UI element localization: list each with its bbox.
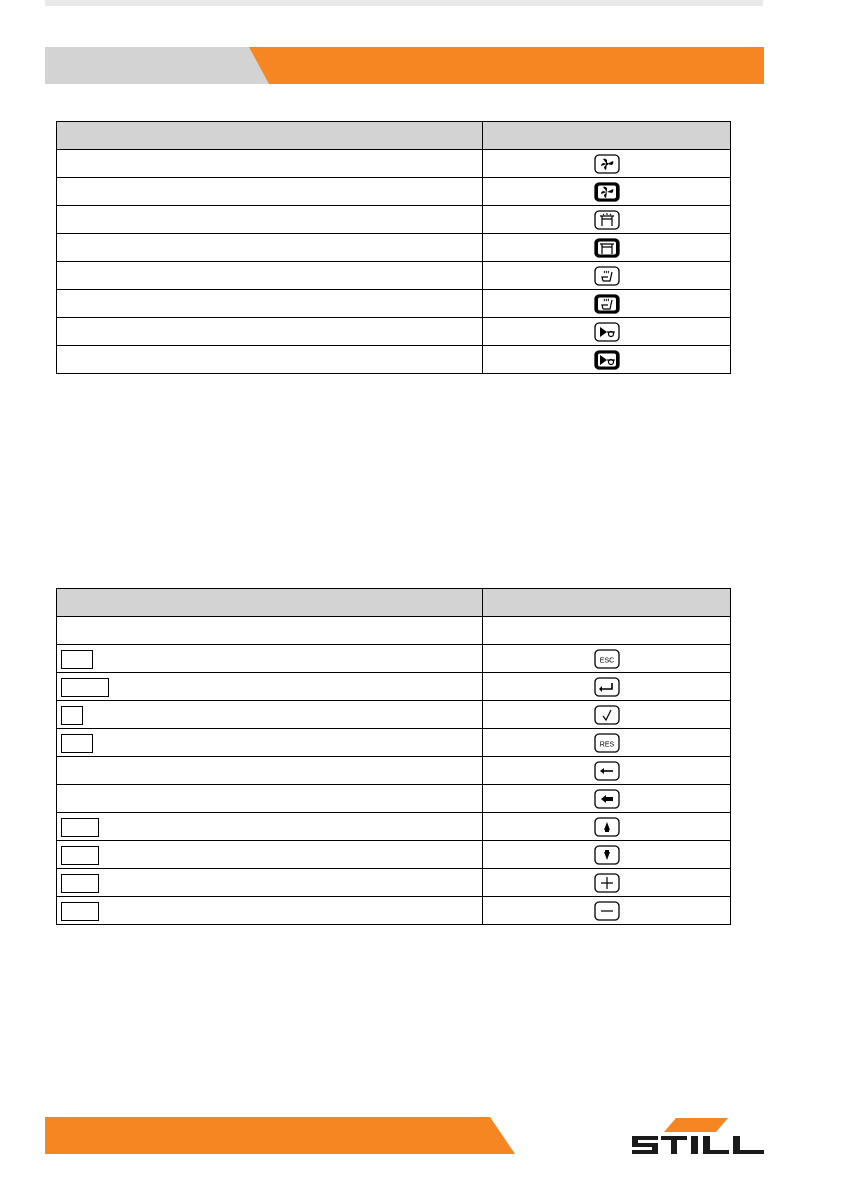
table-row — [57, 757, 731, 785]
key-box — [61, 846, 99, 865]
horn-key-icon — [594, 322, 620, 342]
minus-key-icon — [594, 901, 620, 921]
res-key-icon — [594, 733, 620, 753]
key-box — [61, 874, 99, 893]
seat-heating-icon — [594, 266, 620, 286]
table-row — [57, 813, 731, 841]
table-header-row — [57, 589, 731, 617]
key-box — [61, 902, 99, 921]
table-row — [57, 841, 731, 869]
table-row — [57, 234, 731, 262]
key-box — [61, 650, 93, 669]
header-band-orange — [249, 47, 764, 84]
table-header-row — [57, 122, 731, 150]
symbol-table-1 — [56, 121, 731, 374]
backspace-key-icon — [594, 761, 620, 781]
footer-band-orange — [45, 1117, 515, 1154]
work-light-icon — [594, 238, 620, 258]
seat-heating-icon — [594, 294, 620, 314]
table-row — [57, 645, 731, 673]
table-row — [57, 729, 731, 757]
table-row — [57, 897, 731, 925]
table-row — [57, 262, 731, 290]
table-row — [57, 290, 731, 318]
plus-key-icon — [594, 873, 620, 893]
symbol-table-2 — [56, 588, 731, 925]
svg-text:ESC: ESC — [599, 657, 614, 664]
key-box — [61, 678, 109, 697]
horn-key-icon — [594, 350, 620, 370]
delete-key-icon — [594, 789, 620, 809]
fan-icon — [594, 182, 620, 202]
header-band-grey — [45, 47, 285, 84]
table-header-description — [57, 589, 483, 617]
svg-text:RES: RES — [599, 741, 614, 748]
key-box — [61, 706, 83, 725]
work-light-icon — [594, 210, 620, 230]
table-row — [57, 346, 731, 374]
table-row — [57, 150, 731, 178]
table-row — [57, 701, 731, 729]
table-row — [57, 785, 731, 813]
up-arrow-key-icon — [594, 817, 620, 837]
check-key-icon — [594, 705, 620, 725]
table-row — [57, 178, 731, 206]
table-header-symbol — [483, 122, 731, 150]
table-header-description — [57, 122, 483, 150]
table-row — [57, 206, 731, 234]
enter-key-icon — [594, 677, 620, 697]
fan-icon — [594, 154, 620, 174]
table-row — [57, 318, 731, 346]
table-header-symbol — [483, 589, 731, 617]
table-row — [57, 869, 731, 897]
key-box — [61, 734, 93, 753]
table-row — [57, 617, 731, 645]
still-logo — [630, 1116, 766, 1158]
table-row — [57, 673, 731, 701]
top-rule — [45, 0, 763, 6]
key-box — [61, 818, 99, 837]
esc-key-icon — [594, 649, 620, 669]
down-arrow-key-icon — [594, 845, 620, 865]
